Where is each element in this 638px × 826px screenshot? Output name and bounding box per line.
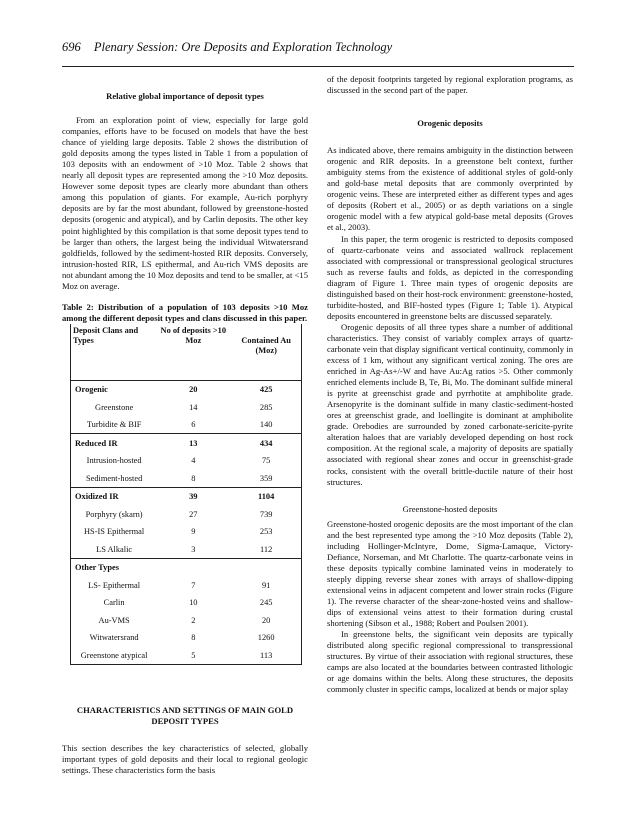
paragraph-greenstone-2: In greenstone belts, the significant vein deposits are typically distributed along specific regional compressional to transpressional structures. By virtue of their association with regional structures, these camps are also located at the boundaries between contrasted lithologic or age domains within the belts. Along these structures, the deposits commonly cluster in specific camps, localized at bends or major splay <box>327 629 573 695</box>
table-row <box>71 611 302 629</box>
table-cell-au <box>231 558 301 576</box>
table-header-contained-au: Contained Au (Moz) <box>231 324 301 381</box>
table-header-count: No of deposits >10 Moz <box>155 324 231 381</box>
table-cell-au: 285 <box>259 402 273 412</box>
table-cell-count: 6 <box>191 420 196 430</box>
paragraph-relative-importance: From an exploration point of view, especially for large gold companies, efforts have to be focused on models that have the best chance of yielding large deposits. Table 2 shows the distribution of gold deposits among the types listed in Table 1 from a population of 103 deposits with an endowment of >10 Moz. Table 2 shows that nearly all deposit types are represented among the >10 Moz deposits. However some deposit types are clearly more abundant than others among this population of giants. For example, Au-rich porphyry deposits are by far the most abundant, followed by greenstone-hosted deposits (orogenic and atypical), and by Carlin deposits. The other key point highlighted by this compilation is that some deposit types tend to be larger than others, the largest being the individual Witwatersrand goldfields, followed by the sediment-hosted RIR deposits. Conversely, intrusion-hosted RIR, LS epithermal, and Au-rich VMS deposits are not abundant among the 10 Moz deposits and tend to be smaller, at <15 Moz on average. <box>62 115 308 291</box>
table-row <box>71 505 302 523</box>
table-cell-type: Orogenic <box>75 385 108 395</box>
paragraph-characteristics: This section describes the key characteristics of selected, globally important types of gold deposits and their local to regional geologic settings. These characteristics form the basis <box>62 742 308 776</box>
table-cell-count: 8 <box>191 633 196 643</box>
table-cell-au: 1260 <box>257 633 275 643</box>
table-cell-au: 20 <box>261 615 271 625</box>
page-number: 696 <box>62 40 81 54</box>
table-cell-type: Oxidized IR <box>71 487 156 505</box>
section-heading-relative-importance: Relative global importance of deposit types <box>106 91 264 101</box>
table-caption: Table 2: Distribution of a population of 103 deposits >10 Moz among the different deposit types and clans discussed in this paper. <box>62 301 308 323</box>
table-group-row <box>71 380 302 398</box>
table-cell-type: Other Types <box>71 558 156 576</box>
table-cell-type: Greenstone atypical <box>80 650 148 660</box>
table-row <box>71 629 302 647</box>
table-cell-au: 91 <box>261 580 271 590</box>
table-group-row <box>71 434 302 452</box>
table-group-row <box>71 487 302 505</box>
section-heading-characteristics: CHARACTERISTICS AND SETTINGS OF MAIN GOLD DEPOSIT TYPES <box>76 704 294 726</box>
table-cell-count: 7 <box>191 580 196 590</box>
section-heading-orogenic: Orogenic deposits <box>417 118 483 129</box>
table-cell-count: 13 <box>155 434 231 452</box>
table-row <box>71 469 302 487</box>
running-title: Plenary Session: Ore Deposits and Exploration Technology <box>93 40 393 54</box>
table-cell-type: Intrusion-hosted <box>86 456 142 466</box>
table-cell-type: Porphyry (skarn) <box>85 509 143 519</box>
table-cell-count: 4 <box>191 456 196 466</box>
table-cell-au: 112 <box>260 544 273 554</box>
paragraph-orogenic-3: Orogenic deposits of all three types share a number of additional characteristics. They consist of variably complex arrays of quartz-carbonate vein that display significant vertical continuity, commonly in excess of 1 km, without any significant vertical zoning. The ores are enriched in Ag-As+/-W and have Au:Ag ratios >5. Other commonly enriched elements include B, Te, Bi, Mo. The dominant sulfide mineral is pyrite at greenschist grade and pyrrhotite at amphibolite grade. Arsenopyrite is the dominant sulfide in many clastic-sediment-hosted ores at greenschist grade, and loellingite is dominant at amphibolite grade. Orebodies are surrounded by zoned carbonate-sericite-pyrite alteration haloes that are variably developed depending on host rock composition. At the regional scale, a majority of deposits are spatially associated with regional shear zones and occur in greenschist-grade rocks, consistent with the overall brittle-ductile nature of their host structures. <box>327 321 573 487</box>
table-cell-au: 434 <box>231 434 301 452</box>
table-cell-au: 739 <box>259 509 273 519</box>
header-rule <box>62 66 574 67</box>
paragraph-orogenic-1: As indicated above, there remains ambiguity in the distinction between orogenic and RIR deposits. In a greenstone belt context, further ambiguity stems from the existence of additional styles of gold-only and gold-base metal deposits that are commonly overprinted by orogenic veins. These are interpreted either as different types and ages of deposits (Robert et al., 2005) or as depth variations on a single orogenic model with a few atypical gold-base metal deposits (Groves et al., 2003). <box>327 145 573 233</box>
table-row <box>71 398 302 416</box>
table-cell-type: Au-VMS <box>98 615 130 625</box>
table-cell-au: 75 <box>261 456 271 466</box>
subheading-greenstone-hosted: Greenstone-hosted deposits <box>402 503 498 514</box>
table-cell-type: HS-IS Epithermal <box>83 527 145 537</box>
table-cell-count <box>155 558 231 576</box>
table-cell-count: 27 <box>189 509 198 519</box>
paragraph-orogenic-2: In this paper, the term orogenic is restricted to deposits composed of quartz-carbonate veins and associated wallrock replacement associated with compressional or transpressional geological structures such as reverse faults and folds, as depicted in the corresponding diagram of Figure 1. Three main types of orogenic deposits are distinguished based on their host-rock environment: greenstone-hosted, turbidite-hosted, and BIF-hosted types (Figure 1; Table 1). Atypical deposits encountered in greenstone belts are discussed separately. <box>327 233 573 321</box>
table-cell-type: Sediment-hosted <box>85 473 143 483</box>
table-cell-type: Witwatersrand <box>89 633 139 643</box>
table-row <box>71 576 302 594</box>
table-cell-type: Reduced IR <box>71 434 156 452</box>
table-cell-au: 140 <box>259 420 273 430</box>
table-row <box>71 540 302 558</box>
table-cell-au: 1104 <box>231 487 301 505</box>
right-column <box>327 74 573 695</box>
table-group-row <box>71 558 302 576</box>
table-cell-count: 3 <box>191 544 196 554</box>
table-row <box>71 416 302 434</box>
table-cell-count: 20 <box>189 385 198 395</box>
table-cell-type: LS Alkalic <box>96 544 133 554</box>
paragraph-greenstone-1: Greenstone-hosted orogenic deposits are the most important of the clan and the best represented type among the >10 Moz deposits (Table 2), including Hollinger-McIntyre, Dome, Sigma-Lamaque, Victory-Defiance, Norseman, and Mt Charlotte. The quartz-carbonate veins in these deposits typically combine laminated veins in moderately to steeply dipping reverse shear zones with arrays of shallow-dipping extensional veins in adjacent competent and lower strain rocks (Figure 1). The reverse character of the shear-zone-hosted veins and shallow-dips of extensional veins attest to their formation during crustal shortening (Sibson et al., 1988; Robert and Poulsen 2001). <box>327 518 573 629</box>
table-cell-count: 8 <box>191 473 196 483</box>
table-row <box>71 523 302 541</box>
paragraph-continued: of the deposit footprints targeted by regional exploration programs, as discussed in the second part of the paper. <box>327 74 573 96</box>
table-cell-au: 113 <box>260 650 273 660</box>
table-cell-count: 39 <box>155 487 231 505</box>
table-row <box>71 646 302 664</box>
table-cell-type: Greenstone <box>95 402 134 412</box>
table-header-row <box>71 324 302 381</box>
table-cell-au: 253 <box>259 527 273 537</box>
table-cell-count: 2 <box>191 615 196 625</box>
table-cell-count: 10 <box>189 598 198 608</box>
table-cell-count: 9 <box>191 527 196 537</box>
table-cell-type: Carlin <box>103 598 125 608</box>
table-header-clans: Deposit Clans and Types <box>71 324 156 381</box>
table-row <box>71 594 302 612</box>
table-cell-au: 245 <box>259 598 273 608</box>
table-cell-au: 425 <box>259 385 273 395</box>
table-cell-au: 359 <box>259 473 273 483</box>
running-header <box>62 40 574 55</box>
table-row <box>71 452 302 470</box>
table-body <box>71 380 302 664</box>
table-cell-type: LS- Epithermal <box>88 580 141 590</box>
deposit-table <box>70 324 302 665</box>
left-column <box>62 74 308 776</box>
table-cell-type: Turbidite & BIF <box>86 420 142 430</box>
table-cell-count: 5 <box>191 650 196 660</box>
table-cell-count: 14 <box>189 402 198 412</box>
